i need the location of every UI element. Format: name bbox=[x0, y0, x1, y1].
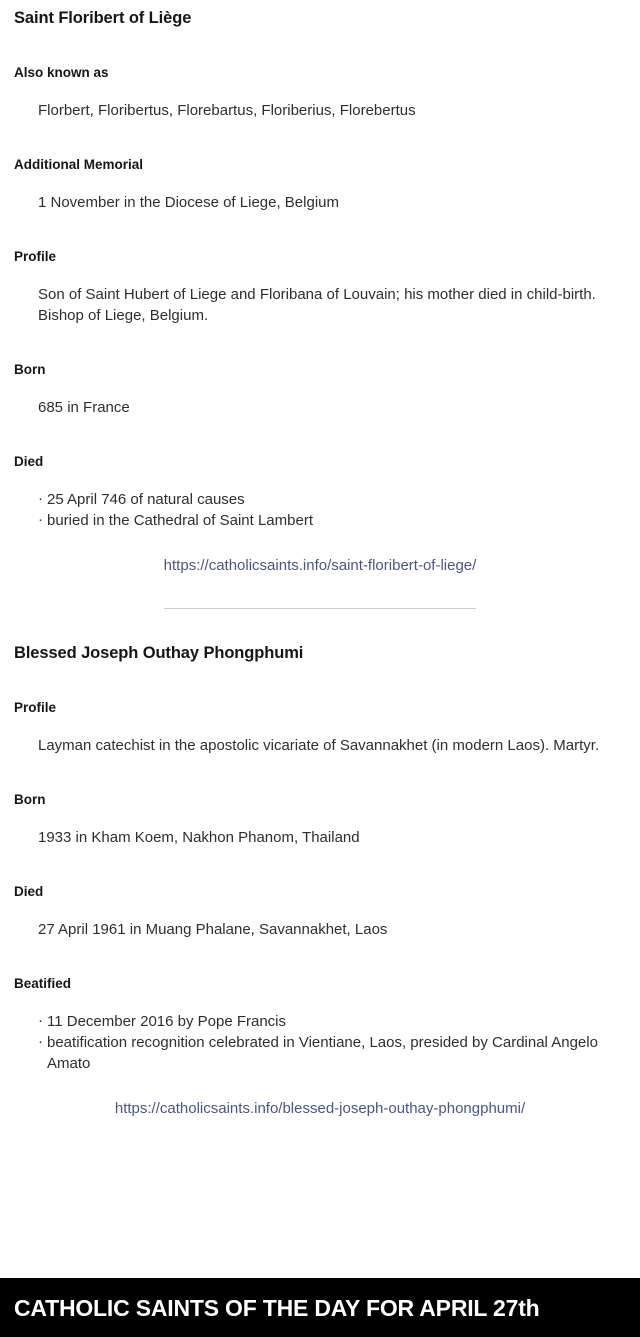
list-item: · 25 April 746 of natural causes bbox=[38, 489, 616, 510]
field-heading: Profile bbox=[14, 249, 57, 264]
field-heading: Died bbox=[14, 884, 44, 899]
field-value: Florbert, Floribertus, Florebartus, Floriberius, Florebertus bbox=[38, 102, 416, 119]
source-link[interactable]: https://catholicsaints.info/saint-floribert-of-liege/ bbox=[163, 557, 477, 574]
field-bullet-list bbox=[14, 993, 626, 1074]
field-heading: Born bbox=[14, 792, 46, 807]
saint-entry bbox=[14, 609, 626, 1119]
field-value: Son of Saint Hubert of Liege and Floribana of Louvain; his mother died in child-birth. Bishop of Liege, Belgium. bbox=[38, 286, 596, 324]
field-heading: Additional Memorial bbox=[14, 157, 144, 172]
field-value: 1933 in Kham Koem, Nakhon Phanom, Thailand bbox=[38, 829, 360, 846]
field-heading: Also known as bbox=[14, 65, 109, 80]
source-link[interactable]: https://catholicsaints.info/blessed-joseph-outhay-phongphumi/ bbox=[114, 1100, 526, 1117]
field-heading: Profile bbox=[14, 700, 57, 715]
field-block bbox=[14, 326, 626, 418]
list-item: · 11 December 2016 by Pope Francis bbox=[38, 1011, 616, 1032]
field-block bbox=[14, 663, 626, 756]
page-title: Saint Floribert of Liège bbox=[14, 9, 192, 27]
field-value: 1 November in the Diocese of Liege, Belgium bbox=[38, 194, 339, 211]
field-block bbox=[14, 28, 626, 121]
field-block bbox=[14, 848, 626, 940]
field-value: 685 in France bbox=[38, 399, 130, 416]
field-heading: Born bbox=[14, 362, 46, 377]
field-bullet-list bbox=[14, 471, 626, 531]
field-value: Layman catechist in the apostolic vicariate of Savannakhet (in modern Laos). Martyr. bbox=[38, 737, 600, 754]
list-item: · buried in the Cathedral of Saint Lambert bbox=[38, 510, 616, 531]
page-title: Blessed Joseph Outhay Phongphumi bbox=[14, 644, 304, 662]
field-block bbox=[14, 213, 626, 326]
field-block bbox=[14, 418, 626, 531]
field-block bbox=[14, 940, 626, 1074]
field-heading: Beatified bbox=[14, 976, 72, 991]
saint-entry bbox=[14, 0, 626, 609]
field-block bbox=[14, 756, 626, 848]
footer-banner bbox=[0, 1278, 640, 1337]
field-block bbox=[14, 121, 626, 213]
field-value: 27 April 1961 in Muang Phalane, Savannakhet, Laos bbox=[38, 921, 388, 938]
list-item: · beatification recognition celebrated in Vientiane, Laos, presided by Cardinal Angelo Amato bbox=[38, 1032, 616, 1074]
field-heading: Died bbox=[14, 454, 44, 469]
footer-banner-title: CATHOLIC SAINTS OF THE DAY FOR APRIL 27th bbox=[14, 1294, 540, 1321]
